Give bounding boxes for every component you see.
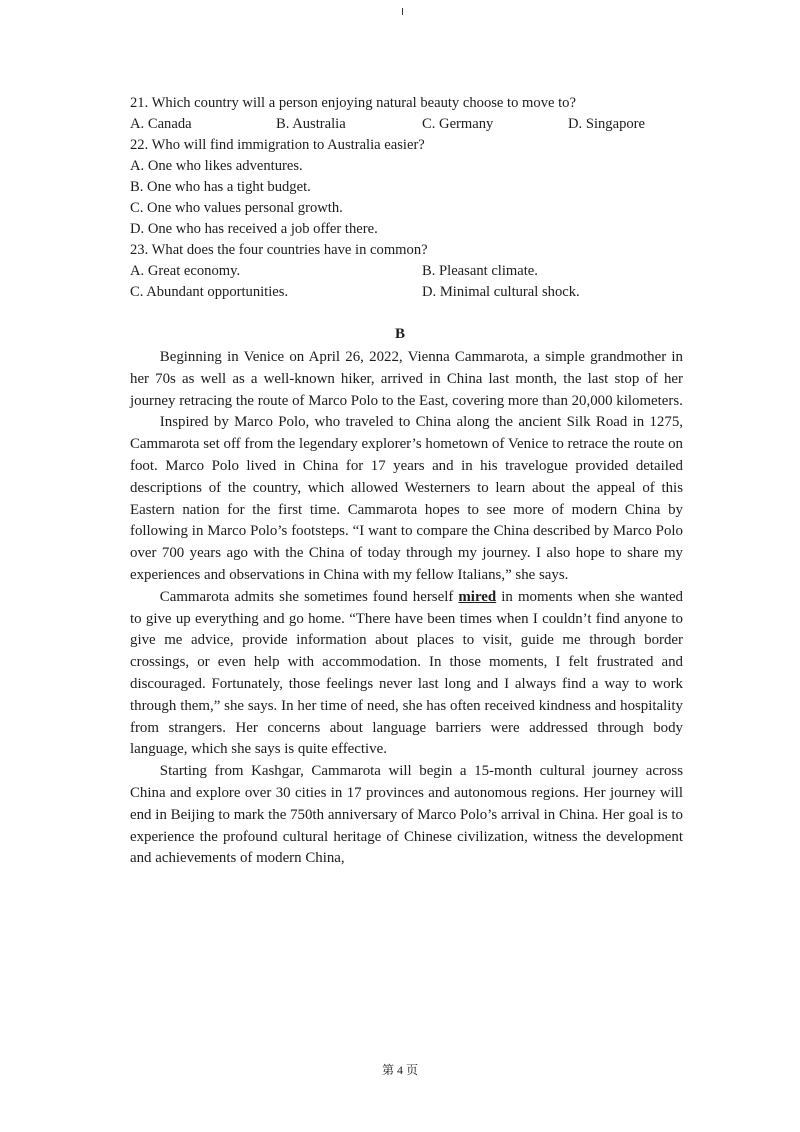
question-21-option-c: C. Germany (422, 116, 494, 132)
paragraph-3-text-before: Cammarota admits she sometimes found herself (159, 588, 459, 605)
passage-paragraph-3 (130, 587, 683, 761)
question-23-option-d: D. Minimal cultural shock. (422, 284, 580, 300)
question-23-option-a: A. Great economy. (130, 263, 241, 279)
question-22-option-d: D. One who has received a job offer there. (130, 221, 378, 237)
question-21-options (130, 114, 690, 135)
question-22-option-c: C. One who values personal growth. (130, 200, 343, 216)
question-22-stem: 22. Who will find immigration to Australia easier? (130, 137, 425, 153)
question-23-options-row-1 (130, 261, 690, 282)
passage-paragraph-2: Inspired by Marco Polo, who traveled to China along the ancient Silk Road in 1275, Cammarota set off from the legendary explorer’s hometown of Venice to retrace the route on foot. Marco Polo lived in China for 17 years and in his travelogue provided detailed descriptions of the country, which allowed Westerners to learn about the appeal of this Eastern nation for the first time. Cammarota hopes to see more of modern China by following in Marco Polo’s footsteps. “I want to compare the China described by Marco Polo over 700 years ago with the China of today through my journey. I also hope to share my experiences and observations in China with my fellow Italians,” she says. (130, 414, 683, 583)
question-23-option-c: C. Abundant opportunities. (130, 284, 289, 300)
page-number: 第 4 页 (381, 1063, 418, 1077)
reading-passage (130, 347, 683, 870)
passage-paragraph-1: Beginning in Venice on April 26, 2022, Vienna Cammarota, a simple grandmother in her 70s as well as a well-known hiker, arrived in China last month, the last stop of her journey retracing the route of Marco Polo to the East, covering more than 20,000 kilometers. (130, 349, 683, 409)
highlighted-word: mired (458, 588, 497, 605)
question-21-option-a: A. Canada (130, 116, 192, 132)
question-23-options-row-2 (130, 282, 690, 303)
question-23-option-b: B. Pleasant climate. (422, 263, 538, 279)
question-block (130, 93, 690, 303)
paragraph-3-text-after: in moments when she wanted to give up everything and go home. “There have been times when I couldn’t find anyone to give me advice, provide information about places to visit, guide me through border crossings, or even help with accommodation. In those moments, I felt frustrated and discouraged. Fortunately, those feelings never last long and I always find a way to work through them,” she says. In her time of need, she has often received kindness and hospitality from strangers. Her concerns about language barriers were addressed through body language, which she says is quite effective. (130, 588, 683, 758)
question-21-option-d: D. Singapore (568, 116, 646, 132)
question-21-option-b: B. Australia (276, 116, 346, 132)
question-21-stem: 21. Which country will a person enjoying natural beauty choose to move to? (130, 95, 576, 111)
top-margin-mark (402, 8, 403, 15)
question-22-option-a: A. One who likes adventures. (130, 158, 303, 174)
question-23-stem: 23. What does the four countries have in common? (130, 242, 428, 258)
passage-paragraph-4: Starting from Kashgar, Cammarota will begin a 15-month cultural journey across China and explore over 30 cities in 17 provinces and autonomous regions. Her journey will end in Beijing to mark the 750th anniversary of Marco Polo’s arrival in China. Her goal is to experience the profound cultural heritage of Chinese civilization, witness the development and achievements of modern China, (130, 763, 683, 867)
section-heading: B (394, 326, 405, 342)
question-22-option-b: B. One who has a tight budget. (130, 179, 311, 195)
